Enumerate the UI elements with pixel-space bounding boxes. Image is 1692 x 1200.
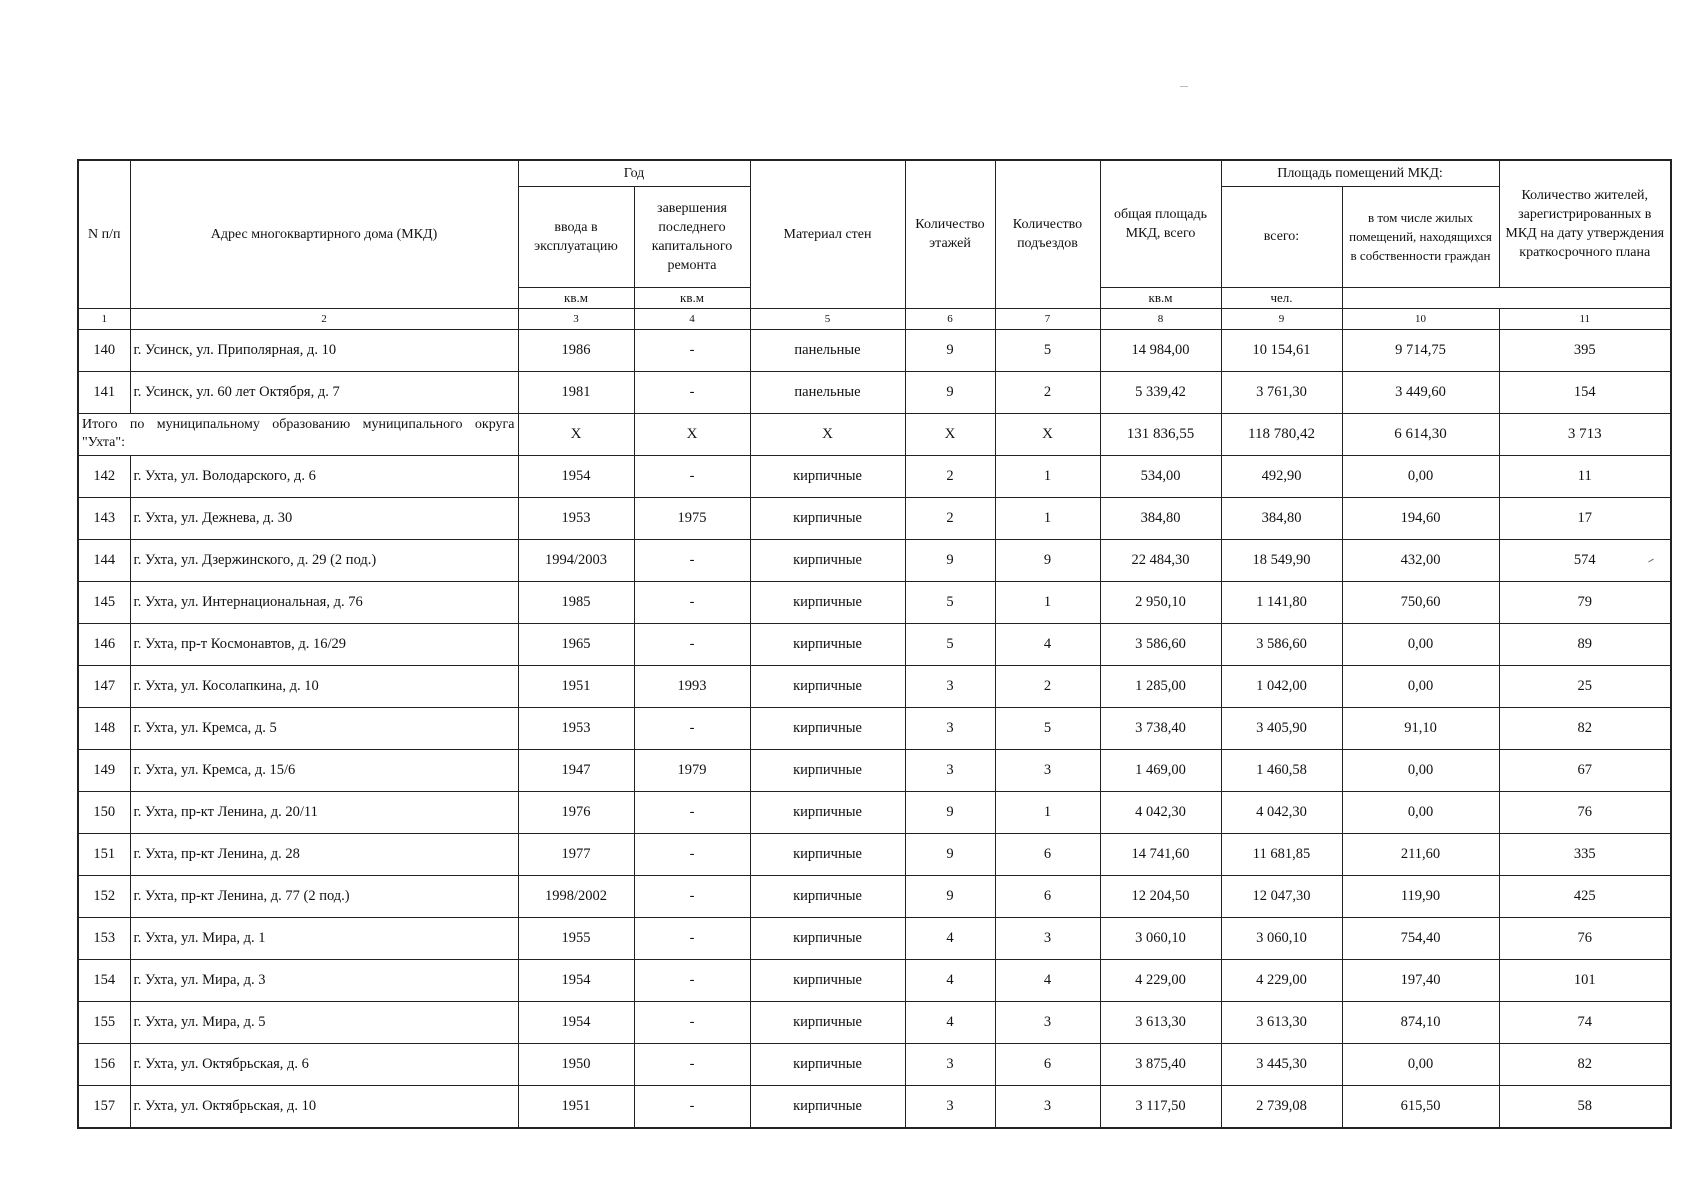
row-area-private: 874,10 — [1342, 1001, 1499, 1043]
table-body-ukhta — [78, 455, 1671, 1128]
row-wall-material: кирпичные — [750, 581, 905, 623]
row-number: 156 — [78, 1043, 130, 1085]
row-year-repair: 1975 — [634, 497, 750, 539]
row-number: 147 — [78, 665, 130, 707]
row-address: г. Усинск, ул. Приполярная, д. 10 — [130, 329, 518, 371]
row-area-all: 3 761,30 — [1221, 371, 1342, 413]
row-floors: 9 — [905, 329, 995, 371]
row-entrances: 2 — [995, 665, 1100, 707]
table-row — [78, 497, 1671, 539]
total-row — [78, 413, 1671, 455]
row-year-commission: 1954 — [518, 455, 634, 497]
row-area-all: 3 586,60 — [1221, 623, 1342, 665]
header-wall-material: Материал стен — [750, 160, 905, 308]
row-number: 155 — [78, 1001, 130, 1043]
row-residents: 11 — [1499, 455, 1671, 497]
table-row — [78, 329, 1671, 371]
row-address: г. Ухта, пр-кт Ленина, д. 77 (2 под.) — [130, 875, 518, 917]
row-wall-material: панельные — [750, 371, 905, 413]
row-floors: 3 — [905, 1043, 995, 1085]
row-address: г. Ухта, ул. Октябрьская, д. 6 — [130, 1043, 518, 1085]
row-area-private: 750,60 — [1342, 581, 1499, 623]
row-entrances: 4 — [995, 623, 1100, 665]
row-year-repair: - — [634, 1043, 750, 1085]
row-residents: 101 — [1499, 959, 1671, 1001]
row-area-all: 1 460,58 — [1221, 749, 1342, 791]
header-area-group: Площадь помещений МКД: — [1221, 160, 1499, 186]
header-residents: Количество жителей, зарегистрированных в МКД на дату утверждения краткосрочного плана — [1499, 160, 1671, 287]
row-year-repair: - — [634, 371, 750, 413]
row-area-private: 432,00 — [1342, 539, 1499, 581]
row-address: г. Ухта, ул. Дежнева, д. 30 — [130, 497, 518, 539]
row-number: 140 — [78, 329, 130, 371]
header-total-area: общая площадь МКД, всего — [1100, 160, 1221, 287]
column-number: 4 — [634, 308, 750, 329]
table-row — [78, 917, 1671, 959]
row-floors: 9 — [905, 371, 995, 413]
row-year-repair: - — [634, 539, 750, 581]
row-total-area: 4 042,30 — [1100, 791, 1221, 833]
row-entrances: 5 — [995, 329, 1100, 371]
row-entrances: 4 — [995, 959, 1100, 1001]
row-year-commission: 1985 — [518, 581, 634, 623]
total-residents-sum: 3 713 — [1499, 413, 1671, 455]
row-entrances: 6 — [995, 875, 1100, 917]
unit-total-area: кв.м — [518, 287, 634, 308]
row-address: г. Ухта, пр-т Космонавтов, д. 16/29 — [130, 623, 518, 665]
row-floors: 3 — [905, 1085, 995, 1128]
row-floors: 4 — [905, 917, 995, 959]
row-year-repair: 1979 — [634, 749, 750, 791]
table-row — [78, 623, 1671, 665]
column-number: 5 — [750, 308, 905, 329]
total-area-sum: 131 836,55 — [1100, 413, 1221, 455]
row-residents: 574 — [1499, 539, 1671, 581]
row-residents: 335 — [1499, 833, 1671, 875]
header-entrances: Количество подъездов — [995, 160, 1100, 308]
row-entrances: 1 — [995, 791, 1100, 833]
column-number: 10 — [1342, 308, 1499, 329]
row-year-commission: 1955 — [518, 917, 634, 959]
row-area-all: 492,90 — [1221, 455, 1342, 497]
row-total-area: 14 984,00 — [1100, 329, 1221, 371]
row-number: 149 — [78, 749, 130, 791]
table-row — [78, 1001, 1671, 1043]
row-area-all: 2 739,08 — [1221, 1085, 1342, 1128]
row-area-all: 18 549,90 — [1221, 539, 1342, 581]
row-address: г. Ухта, пр-кт Ленина, д. 28 — [130, 833, 518, 875]
row-entrances: 3 — [995, 749, 1100, 791]
row-address: г. Ухта, ул. Володарского, д. 6 — [130, 455, 518, 497]
table-body-usinsk — [78, 329, 1671, 413]
table-row — [78, 749, 1671, 791]
row-year-repair: - — [634, 707, 750, 749]
row-entrances: 2 — [995, 371, 1100, 413]
column-number: 6 — [905, 308, 995, 329]
row-total-area: 1 285,00 — [1100, 665, 1221, 707]
row-entrances: 3 — [995, 917, 1100, 959]
row-wall-material: кирпичные — [750, 1001, 905, 1043]
row-wall-material: кирпичные — [750, 833, 905, 875]
row-wall-material: кирпичные — [750, 1043, 905, 1085]
row-address: г. Усинск, ул. 60 лет Октября, д. 7 — [130, 371, 518, 413]
row-residents: 89 — [1499, 623, 1671, 665]
row-entrances: 6 — [995, 833, 1100, 875]
row-year-commission: 1953 — [518, 497, 634, 539]
row-residents: 82 — [1499, 1043, 1671, 1085]
row-floors: 4 — [905, 959, 995, 1001]
row-area-all: 11 681,85 — [1221, 833, 1342, 875]
row-area-private: 9 714,75 — [1342, 329, 1499, 371]
row-wall-material: кирпичные — [750, 455, 905, 497]
table-row — [78, 581, 1671, 623]
row-entrances: 5 — [995, 707, 1100, 749]
row-year-commission: 1947 — [518, 749, 634, 791]
row-total-area: 3 613,30 — [1100, 1001, 1221, 1043]
row-wall-material: кирпичные — [750, 959, 905, 1001]
row-total-area: 12 204,50 — [1100, 875, 1221, 917]
row-address: г. Ухта, ул. Дзержинского, д. 29 (2 под.) — [130, 539, 518, 581]
row-entrances: 1 — [995, 581, 1100, 623]
column-number: 8 — [1100, 308, 1221, 329]
table-row — [78, 707, 1671, 749]
row-wall-material: кирпичные — [750, 497, 905, 539]
row-total-area: 3 586,60 — [1100, 623, 1221, 665]
table-row — [78, 1085, 1671, 1128]
header-area-private: в том числе жилых помещений, находящихся в собственности граждан — [1342, 186, 1499, 287]
row-entrances: 9 — [995, 539, 1100, 581]
row-year-commission: 1986 — [518, 329, 634, 371]
row-entrances: 3 — [995, 1085, 1100, 1128]
table-row — [78, 455, 1671, 497]
row-area-private: 615,50 — [1342, 1085, 1499, 1128]
table-row — [78, 833, 1671, 875]
row-area-private: 91,10 — [1342, 707, 1499, 749]
row-area-all: 1 141,80 — [1221, 581, 1342, 623]
total-area-private-sum: 6 614,30 — [1342, 413, 1499, 455]
row-area-private: 194,60 — [1342, 497, 1499, 539]
row-wall-material: панельные — [750, 329, 905, 371]
table-body-total — [78, 413, 1671, 455]
row-floors: 4 — [905, 1001, 995, 1043]
row-address: г. Ухта, ул. Мира, д. 5 — [130, 1001, 518, 1043]
row-residents: 74 — [1499, 1001, 1671, 1043]
row-address: г. Ухта, ул. Октябрьская, д. 10 — [130, 1085, 518, 1128]
row-address: г. Ухта, ул. Кремса, д. 15/6 — [130, 749, 518, 791]
row-area-all: 384,80 — [1221, 497, 1342, 539]
row-address: г. Ухта, ул. Мира, д. 1 — [130, 917, 518, 959]
row-number: 153 — [78, 917, 130, 959]
row-number: 151 — [78, 833, 130, 875]
row-total-area: 3 060,10 — [1100, 917, 1221, 959]
column-number: 9 — [1221, 308, 1342, 329]
row-residents: 79 — [1499, 581, 1671, 623]
row-entrances: 1 — [995, 497, 1100, 539]
row-area-private: 119,90 — [1342, 875, 1499, 917]
row-floors: 2 — [905, 455, 995, 497]
table-row — [78, 371, 1671, 413]
row-total-area: 3 738,40 — [1100, 707, 1221, 749]
row-area-all: 3 060,10 — [1221, 917, 1342, 959]
row-year-repair: - — [634, 875, 750, 917]
column-number: 2 — [130, 308, 518, 329]
row-area-all: 3 445,30 — [1221, 1043, 1342, 1085]
row-area-all: 3 405,90 — [1221, 707, 1342, 749]
row-year-commission: 1953 — [518, 707, 634, 749]
row-area-all: 1 042,00 — [1221, 665, 1342, 707]
row-total-area: 5 339,42 — [1100, 371, 1221, 413]
row-wall-material: кирпичные — [750, 707, 905, 749]
row-area-all: 4 229,00 — [1221, 959, 1342, 1001]
row-year-commission: 1994/2003 — [518, 539, 634, 581]
row-number: 148 — [78, 707, 130, 749]
row-year-repair: - — [634, 1001, 750, 1043]
row-year-commission: 1954 — [518, 1001, 634, 1043]
row-area-all: 4 042,30 — [1221, 791, 1342, 833]
row-year-repair: - — [634, 455, 750, 497]
row-wall-material: кирпичные — [750, 1085, 905, 1128]
table-row — [78, 665, 1671, 707]
header-year-group: Год — [518, 160, 750, 186]
row-year-commission: 1998/2002 — [518, 875, 634, 917]
header-floors: Количество этажей — [905, 160, 995, 308]
row-floors: 9 — [905, 875, 995, 917]
row-total-area: 384,80 — [1100, 497, 1221, 539]
header-address: Адрес многоквартирного дома (МКД) — [130, 160, 518, 308]
row-address: г. Ухта, ул. Кремса, д. 5 — [130, 707, 518, 749]
row-residents: 395 — [1499, 329, 1671, 371]
row-total-area: 1 469,00 — [1100, 749, 1221, 791]
row-residents: 17 — [1499, 497, 1671, 539]
row-number: 157 — [78, 1085, 130, 1128]
row-wall-material: кирпичные — [750, 665, 905, 707]
row-floors: 3 — [905, 665, 995, 707]
row-area-private: 0,00 — [1342, 455, 1499, 497]
row-wall-material: кирпичные — [750, 917, 905, 959]
row-area-private: 211,60 — [1342, 833, 1499, 875]
row-residents: 154 — [1499, 371, 1671, 413]
column-number: 3 — [518, 308, 634, 329]
row-entrances: 3 — [995, 1001, 1100, 1043]
header-area-all: всего: — [1221, 186, 1342, 287]
row-year-commission: 1954 — [518, 959, 634, 1001]
row-area-private: 0,00 — [1342, 749, 1499, 791]
total-year: X — [518, 413, 634, 455]
row-floors: 5 — [905, 581, 995, 623]
row-area-all: 3 613,30 — [1221, 1001, 1342, 1043]
row-floors: 9 — [905, 539, 995, 581]
row-address: г. Ухта, ул. Мира, д. 3 — [130, 959, 518, 1001]
row-total-area: 3 875,40 — [1100, 1043, 1221, 1085]
row-wall-material: кирпичные — [750, 875, 905, 917]
header-year-last-repair: завершения последнего капитального ремонта — [634, 186, 750, 287]
row-total-area: 534,00 — [1100, 455, 1221, 497]
row-number: 143 — [78, 497, 130, 539]
unit-area-all: кв.м — [634, 287, 750, 308]
table-row — [78, 539, 1671, 581]
row-number: 152 — [78, 875, 130, 917]
row-address: г. Ухта, пр-кт Ленина, д. 20/11 — [130, 791, 518, 833]
table-row — [78, 959, 1671, 1001]
row-number: 144 — [78, 539, 130, 581]
row-floors: 3 — [905, 749, 995, 791]
row-area-private: 0,00 — [1342, 665, 1499, 707]
row-wall-material: кирпичные — [750, 749, 905, 791]
row-number: 145 — [78, 581, 130, 623]
column-number: 11 — [1499, 308, 1671, 329]
total-label: Итого по муниципальному образованию муниципального округа "Ухта": — [78, 413, 518, 455]
header-year-commission: ввода в эксплуатацию — [518, 186, 634, 287]
row-floors: 2 — [905, 497, 995, 539]
row-year-commission: 1951 — [518, 1085, 634, 1128]
row-area-all: 10 154,61 — [1221, 329, 1342, 371]
row-residents: 76 — [1499, 791, 1671, 833]
unit-area-private: кв.м — [1100, 287, 1221, 308]
row-year-repair: 1993 — [634, 665, 750, 707]
total-floors: X — [905, 413, 995, 455]
housing-registry-table — [77, 159, 1672, 1129]
row-total-area: 2 950,10 — [1100, 581, 1221, 623]
row-area-private: 197,40 — [1342, 959, 1499, 1001]
row-entrances: 6 — [995, 1043, 1100, 1085]
row-number: 142 — [78, 455, 130, 497]
row-year-repair: - — [634, 1085, 750, 1128]
row-year-commission: 1981 — [518, 371, 634, 413]
row-area-private: 3 449,60 — [1342, 371, 1499, 413]
row-residents: 58 — [1499, 1085, 1671, 1128]
row-year-commission: 1976 — [518, 791, 634, 833]
total-repair: X — [634, 413, 750, 455]
column-number: 1 — [78, 308, 130, 329]
row-year-commission: 1951 — [518, 665, 634, 707]
row-entrances: 1 — [995, 455, 1100, 497]
row-area-private: 754,40 — [1342, 917, 1499, 959]
row-total-area: 14 741,60 — [1100, 833, 1221, 875]
row-year-repair: - — [634, 623, 750, 665]
total-area-all-sum: 118 780,42 — [1221, 413, 1342, 455]
row-residents: 67 — [1499, 749, 1671, 791]
row-area-private: 0,00 — [1342, 791, 1499, 833]
table-row — [78, 875, 1671, 917]
row-number: 154 — [78, 959, 130, 1001]
row-number: 150 — [78, 791, 130, 833]
row-year-repair: - — [634, 581, 750, 623]
row-year-repair: - — [634, 959, 750, 1001]
row-year-repair: - — [634, 791, 750, 833]
row-floors: 5 — [905, 623, 995, 665]
row-floors: 9 — [905, 833, 995, 875]
row-year-commission: 1950 — [518, 1043, 634, 1085]
total-entrances: X — [995, 413, 1100, 455]
row-year-commission: 1965 — [518, 623, 634, 665]
row-area-private: 0,00 — [1342, 1043, 1499, 1085]
row-floors: 9 — [905, 791, 995, 833]
row-wall-material: кирпичные — [750, 539, 905, 581]
row-total-area: 3 117,50 — [1100, 1085, 1221, 1128]
scan-speck — [1180, 86, 1188, 87]
total-material: X — [750, 413, 905, 455]
row-year-commission: 1977 — [518, 833, 634, 875]
row-wall-material: кирпичные — [750, 623, 905, 665]
row-residents: 76 — [1499, 917, 1671, 959]
row-number: 146 — [78, 623, 130, 665]
row-total-area: 4 229,00 — [1100, 959, 1221, 1001]
row-address: г. Ухта, ул. Косолапкина, д. 10 — [130, 665, 518, 707]
row-wall-material: кирпичные — [750, 791, 905, 833]
row-year-repair: - — [634, 917, 750, 959]
row-residents: 82 — [1499, 707, 1671, 749]
row-year-repair: - — [634, 329, 750, 371]
row-floors: 3 — [905, 707, 995, 749]
row-number: 141 — [78, 371, 130, 413]
column-number: 7 — [995, 308, 1100, 329]
row-address: г. Ухта, ул. Интернациональная, д. 76 — [130, 581, 518, 623]
row-residents: 425 — [1499, 875, 1671, 917]
row-area-private: 0,00 — [1342, 623, 1499, 665]
row-residents: 25 — [1499, 665, 1671, 707]
table-row — [78, 1043, 1671, 1085]
row-total-area: 22 484,30 — [1100, 539, 1221, 581]
row-year-repair: - — [634, 833, 750, 875]
table-row — [78, 791, 1671, 833]
header-num: N п/п — [78, 160, 130, 308]
row-area-all: 12 047,30 — [1221, 875, 1342, 917]
unit-residents: чел. — [1221, 287, 1342, 308]
